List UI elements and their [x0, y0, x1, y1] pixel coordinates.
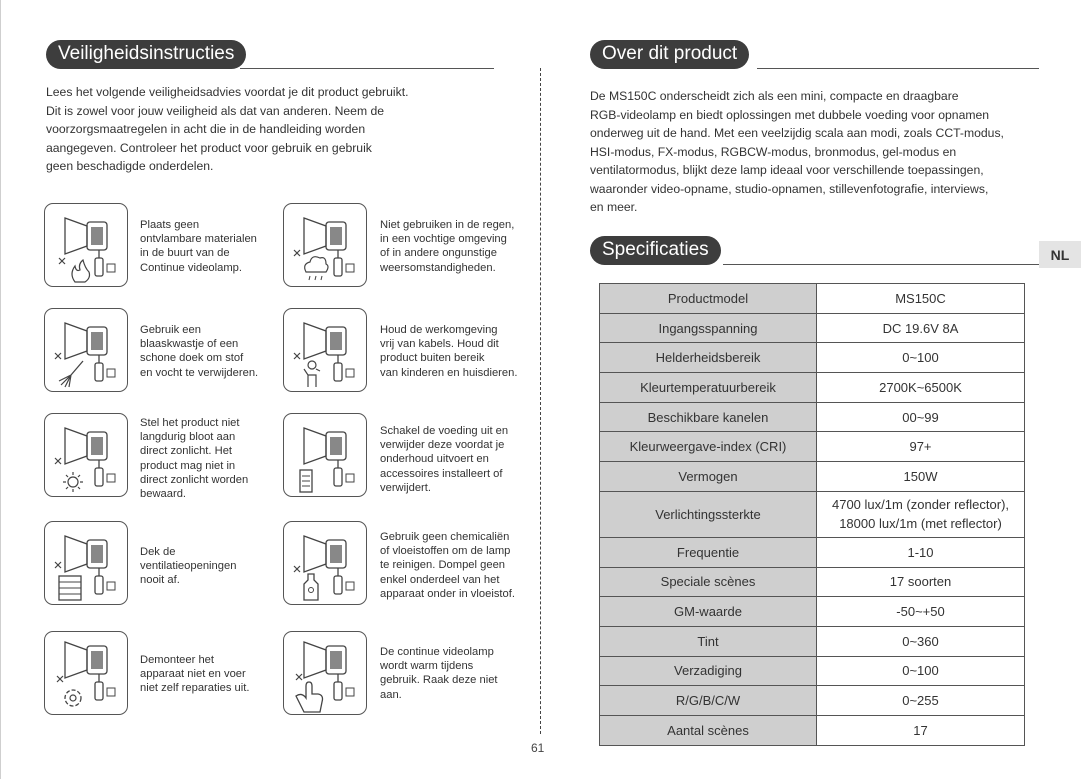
spec-key: GM-waarde — [600, 597, 817, 627]
warning-line: bewaard. — [140, 488, 187, 501]
spec-heading-label: Specificaties — [590, 236, 721, 265]
table-row — [600, 284, 1025, 314]
warning-line: niet zelf reparaties uit. — [140, 682, 250, 695]
warning-line: of vloeistoffen om de lamp — [380, 545, 511, 558]
warning-line: in de buurt van de — [140, 247, 230, 260]
warning-line: Continue videolamp. — [140, 261, 242, 274]
spec-key: Beschikbare kanelen — [600, 402, 817, 432]
warning-text — [140, 218, 257, 275]
warning-line: verwijder deze voordat je — [380, 439, 505, 452]
spec-value-line: 18000 lux/1m (met reflector) — [839, 516, 1002, 532]
hand-icon — [283, 631, 367, 715]
warning-text — [380, 645, 498, 702]
spec-value: 97+ — [817, 432, 1025, 462]
safety-intro — [46, 83, 486, 176]
spec-value: -50~+50 — [817, 597, 1025, 627]
about-text — [590, 87, 1040, 217]
warning-line: van kinderen en huisdieren. — [380, 366, 518, 379]
table-row — [600, 402, 1025, 432]
spec-value: 0~100 — [817, 656, 1025, 686]
table-row — [600, 597, 1025, 627]
child-icon — [283, 308, 367, 392]
warning-line: langdurig bloot aan — [140, 431, 236, 444]
warning-line: of in andere ongunstige — [380, 247, 497, 260]
warning-line: Houd de werkomgeving — [380, 324, 498, 336]
warning-line: product buiten bereik — [380, 352, 485, 365]
warning-line: Schakel de voeding uit en — [380, 425, 509, 437]
spec-key: Tint — [600, 626, 817, 656]
about-line: ventilatormodus, blijkt deze lamp ideaal voor verschillende toepassingen, — [590, 163, 984, 177]
about-line: waaronder video-opname, studio-opnamen, stillevenfotografie, interviews, — [590, 181, 989, 196]
warning-line: wordt warm tijdens — [380, 660, 474, 673]
warning-line: apparaat niet en voer — [140, 668, 246, 681]
table-row — [600, 656, 1025, 686]
vent-icon — [44, 521, 128, 605]
warning-text — [140, 653, 249, 696]
intro-line: voorzorgsmaatregelen in acht die in de handleiding worden — [46, 122, 366, 136]
warning-line: direct zonlicht. Het — [140, 445, 233, 458]
warning-line: en vocht te verwijderen. — [140, 366, 259, 379]
spec-value: 17 — [817, 715, 1025, 745]
warning-line: Gebruik geen chemicaliën — [380, 531, 510, 543]
spec-value: 0~100 — [817, 343, 1025, 373]
warning-text — [380, 323, 517, 380]
spec-key: Productmodel — [600, 284, 817, 314]
spec-key: Helderheidsbereik — [600, 343, 817, 373]
intro-line: Dit is zowel voor jouw veiligheid als dat van anderen. Neem de — [46, 103, 385, 118]
about-line: De MS150C onderscheidt zich als een mini, compacte en draagbare — [590, 89, 959, 103]
warning-line: Plaats geen — [140, 219, 200, 231]
warning-line: enkel onderdeel van het — [380, 573, 500, 586]
warning-line: onderhoud uitvoert en — [380, 453, 489, 466]
spec-value: 150W — [817, 462, 1025, 492]
warning-line: blaaskwastje of een — [140, 338, 239, 351]
spec-key: Verlichtingssterkte — [600, 491, 817, 537]
sun-icon — [44, 413, 128, 497]
safety-heading-label: Veiligheidsinstructies — [46, 40, 246, 69]
spec-value: 00~99 — [817, 402, 1025, 432]
spec-key: R/G/B/C/W — [600, 686, 817, 716]
table-row — [600, 567, 1025, 597]
warning-line: ventilatieopeningen — [140, 560, 237, 573]
warning-text — [140, 416, 248, 501]
warning-line: product mag niet in — [140, 459, 236, 472]
spec-heading — [590, 236, 721, 265]
table-row — [600, 686, 1025, 716]
about-line: HSI-modus, FX-modus, RGBCW-modus, bronmodus, gel-modus en — [590, 144, 957, 159]
safety-heading — [46, 40, 246, 69]
spec-heading-rule — [723, 264, 1039, 265]
safety-heading-rule — [240, 68, 494, 69]
table-row — [600, 343, 1025, 373]
about-line: onderweg uit de hand. Met een veelzijdig scala aan modi, zoals CCT-modus, — [590, 126, 1004, 140]
warning-text — [380, 218, 514, 275]
table-row — [600, 432, 1025, 462]
warning-line: gebruik. Raak deze niet — [380, 674, 498, 687]
intro-line: geen beschadigde onderdelen. — [46, 159, 214, 173]
warning-line: ontvlambare materialen — [140, 233, 257, 246]
warning-line: te reinigen. Dompel geen — [380, 559, 506, 572]
spec-value: 1-10 — [817, 537, 1025, 567]
battery-icon — [283, 413, 367, 497]
language-tab: NL — [1039, 241, 1081, 268]
page-number: 61 — [531, 741, 545, 755]
spec-key: Kleurweergave-index (CRI) — [600, 432, 817, 462]
spec-value: 17 soorten — [817, 567, 1025, 597]
table-row — [600, 491, 1025, 537]
warning-line: apparaat onder in vloeistof. — [380, 587, 515, 600]
intro-line: aangegeven. Controleer het product voor gebruik en gebruik — [46, 140, 372, 155]
spec-key: Frequentie — [600, 537, 817, 567]
spec-key: Vermogen — [600, 462, 817, 492]
spec-value: 0~255 — [817, 686, 1025, 716]
warning-line: weersomstandigheden. — [380, 261, 496, 274]
gear-icon — [44, 631, 128, 715]
warning-line: De continue videolamp — [380, 646, 494, 658]
table-row — [600, 462, 1025, 492]
spec-key: Verzadiging — [600, 656, 817, 686]
warning-line: Gebruik een — [140, 324, 201, 336]
table-row — [600, 313, 1025, 343]
spec-value: 2700K~6500K — [817, 373, 1025, 403]
spec-key: Speciale scènes — [600, 567, 817, 597]
warning-text — [140, 323, 258, 380]
about-line: en meer. — [590, 200, 638, 214]
table-row — [600, 715, 1025, 745]
about-heading-label: Over dit product — [590, 40, 749, 69]
spec-value: 0~360 — [817, 626, 1025, 656]
about-line: RGB-videolamp en biedt oplossingen met dubbele voeding voor opnamen — [590, 107, 990, 122]
table-row — [600, 626, 1025, 656]
table-row — [600, 537, 1025, 567]
intro-line: Lees het volgende veiligheidsadvies voordat je dit product gebruikt. — [46, 85, 409, 99]
warning-line: verwijdert. — [380, 481, 431, 494]
spec-table — [599, 283, 1025, 746]
warning-line: schone doek om stof — [140, 352, 244, 365]
warning-line: vrij van kabels. Houd dit — [380, 338, 499, 351]
spec-key: Ingangsspanning — [600, 313, 817, 343]
rain-cloud-icon — [283, 203, 367, 287]
warning-line: nooit af. — [140, 574, 180, 587]
broom-icon — [44, 308, 128, 392]
page-divider — [540, 68, 541, 734]
warning-line: Niet gebruiken in de regen, — [380, 219, 515, 231]
spec-key: Kleurtemperatuurbereik — [600, 373, 817, 403]
about-heading — [590, 40, 749, 69]
about-heading-rule — [757, 68, 1039, 69]
warning-text — [380, 424, 508, 495]
warning-line: direct zonlicht worden — [140, 473, 249, 486]
spec-value-line: 4700 lux/1m (zonder reflector), — [831, 497, 1010, 513]
warning-line: accessoires installeert of — [380, 467, 503, 480]
warning-line: Stel het product niet — [140, 417, 240, 429]
spec-value — [817, 491, 1025, 537]
spec-value: DC 19.6V 8A — [817, 313, 1025, 343]
warning-text — [140, 545, 236, 588]
table-row — [600, 373, 1025, 403]
warning-line: Dek de — [140, 546, 176, 558]
chemical-bottle-icon — [283, 521, 367, 605]
warning-line: aan. — [380, 688, 402, 701]
spec-value: MS150C — [817, 284, 1025, 314]
spec-key: Aantal scènes — [600, 715, 817, 745]
warning-line: Demonteer het — [140, 654, 215, 666]
flame-icon — [44, 203, 128, 287]
warning-line: in een vochtige omgeving — [380, 233, 507, 246]
warning-text — [380, 530, 515, 601]
